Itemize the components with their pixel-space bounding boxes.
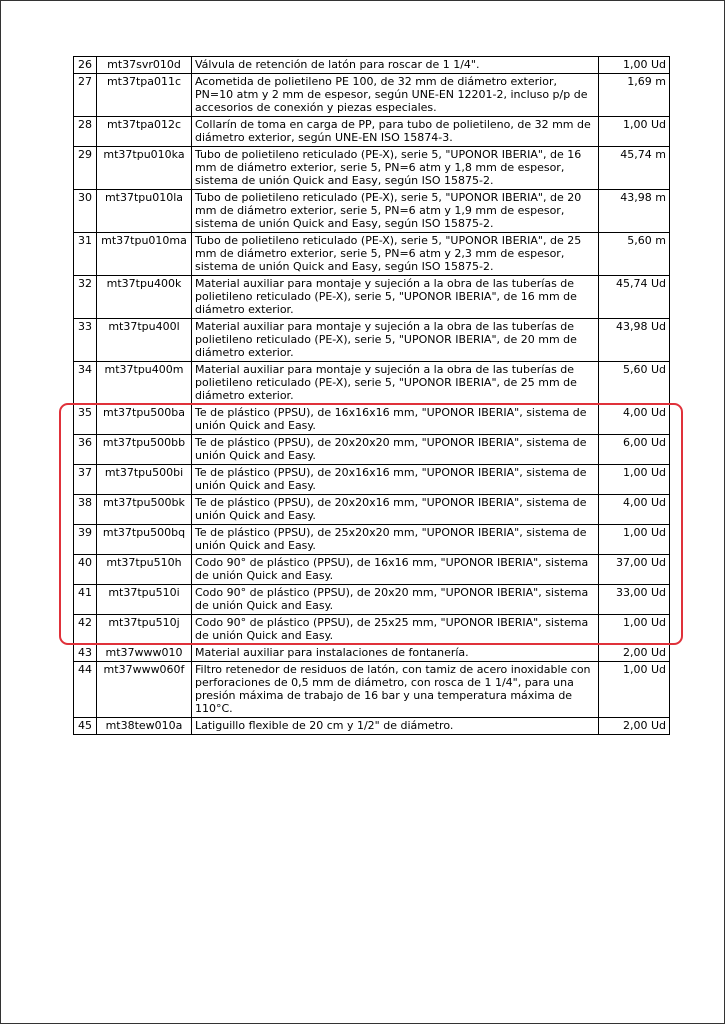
table-row: [74, 276, 670, 319]
row-quantity: 4,00 Ud: [599, 405, 670, 435]
row-number: 37: [74, 465, 97, 495]
table-row: [74, 405, 670, 435]
row-quantity: 5,60 Ud: [599, 362, 670, 405]
row-number: 39: [74, 525, 97, 555]
row-quantity: 43,98 Ud: [599, 319, 670, 362]
row-quantity: 6,00 Ud: [599, 435, 670, 465]
row-description: Te de plástico (PPSU), de 20x16x16 mm, "UPONOR IBERIA", sistema de unión Quick and Easy.: [192, 465, 599, 495]
row-code: mt37tpu400m: [97, 362, 192, 405]
row-number: 41: [74, 585, 97, 615]
row-description: Válvula de retención de latón para roscar de 1 1/4".: [192, 57, 599, 74]
row-number: 38: [74, 495, 97, 525]
row-description: Codo 90° de plástico (PPSU), de 20x20 mm, "UPONOR IBERIA", sistema de unión Quick and Easy.: [192, 585, 599, 615]
row-description: Tubo de polietileno reticulado (PE-X), serie 5, "UPONOR IBERIA", de 20 mm de diámetro exterior, serie 5, PN=6 atm y 1,9 mm de espesor, sistema de unión Quick and Easy, según ISO 15875-2.: [192, 190, 599, 233]
row-quantity: 33,00 Ud: [599, 585, 670, 615]
row-code: mt37tpa012c: [97, 117, 192, 147]
table-row: [74, 465, 670, 495]
row-quantity: 1,00 Ud: [599, 57, 670, 74]
row-code: mt37tpu500bi: [97, 465, 192, 495]
row-code: mt37www010: [97, 645, 192, 662]
row-quantity: 1,00 Ud: [599, 525, 670, 555]
row-number: 35: [74, 405, 97, 435]
row-code: mt37tpa011c: [97, 74, 192, 117]
row-code: mt37tpu500ba: [97, 405, 192, 435]
row-number: 26: [74, 57, 97, 74]
table-row: [74, 362, 670, 405]
row-number: 27: [74, 74, 97, 117]
row-number: 45: [74, 718, 97, 735]
row-description: Acometida de polietileno PE 100, de 32 mm de diámetro exterior, PN=10 atm y 2 mm de espesor, según UNE-EN 12201-2, incluso p/p de accesorios de conexión y piezas especiales.: [192, 74, 599, 117]
row-quantity: 45,74 m: [599, 147, 670, 190]
row-number: 36: [74, 435, 97, 465]
row-quantity: 2,00 Ud: [599, 645, 670, 662]
row-code: mt37tpu500bb: [97, 435, 192, 465]
row-quantity: 1,00 Ud: [599, 615, 670, 645]
row-number: 40: [74, 555, 97, 585]
row-number: 33: [74, 319, 97, 362]
table-row: [74, 645, 670, 662]
row-quantity: 1,00 Ud: [599, 662, 670, 718]
table-row: [74, 435, 670, 465]
row-description: Codo 90° de plástico (PPSU), de 16x16 mm, "UPONOR IBERIA", sistema de unión Quick and Easy.: [192, 555, 599, 585]
row-description: Material auxiliar para montaje y sujeción a la obra de las tuberías de polietileno reticulado (PE-X), serie 5, "UPONOR IBERIA", de 25 mm de diámetro exterior.: [192, 362, 599, 405]
table-row: [74, 233, 670, 276]
row-quantity: 43,98 m: [599, 190, 670, 233]
row-description: Latiguillo flexible de 20 cm y 1/2" de diámetro.: [192, 718, 599, 735]
row-number: 30: [74, 190, 97, 233]
row-number: 32: [74, 276, 97, 319]
row-description: Te de plástico (PPSU), de 20x20x16 mm, "UPONOR IBERIA", sistema de unión Quick and Easy.: [192, 495, 599, 525]
table-row: [74, 585, 670, 615]
row-quantity: 45,74 Ud: [599, 276, 670, 319]
materials-table-body: [74, 57, 670, 735]
row-code: mt37tpu400k: [97, 276, 192, 319]
row-description: Material auxiliar para montaje y sujeción a la obra de las tuberías de polietileno reticulado (PE-X), serie 5, "UPONOR IBERIA", de 16 mm de diámetro exterior.: [192, 276, 599, 319]
row-quantity: 1,00 Ud: [599, 465, 670, 495]
row-description: Tubo de polietileno reticulado (PE-X), serie 5, "UPONOR IBERIA", de 25 mm de diámetro exterior, serie 5, PN=6 atm y 2,3 mm de espesor, sistema de unión Quick and Easy, según ISO 15875-2.: [192, 233, 599, 276]
table-row: [74, 190, 670, 233]
table-row: [74, 615, 670, 645]
row-code: mt38tew010a: [97, 718, 192, 735]
table-row: [74, 555, 670, 585]
row-code: mt37tpu500bk: [97, 495, 192, 525]
row-code: mt37tpu010ka: [97, 147, 192, 190]
table-row: [74, 525, 670, 555]
row-quantity: 37,00 Ud: [599, 555, 670, 585]
row-description: Filtro retenedor de residuos de latón, con tamiz de acero inoxidable con perforaciones de 0,5 mm de diámetro, con rosca de 1 1/4", para una presión máxima de trabajo de 16 bar y una temperatura máxima de 110°C.: [192, 662, 599, 718]
row-number: 42: [74, 615, 97, 645]
table-row: [74, 147, 670, 190]
table-row: [74, 495, 670, 525]
row-number: 34: [74, 362, 97, 405]
row-code: mt37tpu010ma: [97, 233, 192, 276]
row-code: mt37tpu010la: [97, 190, 192, 233]
row-description: Te de plástico (PPSU), de 16x16x16 mm, "UPONOR IBERIA", sistema de unión Quick and Easy.: [192, 405, 599, 435]
row-number: 44: [74, 662, 97, 718]
row-description: Material auxiliar para montaje y sujeción a la obra de las tuberías de polietileno reticulado (PE-X), serie 5, "UPONOR IBERIA", de 20 mm de diámetro exterior.: [192, 319, 599, 362]
row-code: mt37tpu510h: [97, 555, 192, 585]
row-quantity: 1,69 m: [599, 74, 670, 117]
row-code: mt37tpu400l: [97, 319, 192, 362]
row-code: mt37svr010d: [97, 57, 192, 74]
row-code: mt37www060f: [97, 662, 192, 718]
table-row: [74, 718, 670, 735]
table-row: [74, 74, 670, 117]
row-quantity: 2,00 Ud: [599, 718, 670, 735]
row-description: Collarín de toma en carga de PP, para tubo de polietileno, de 32 mm de diámetro exterior, según UNE-EN ISO 15874-3.: [192, 117, 599, 147]
table-row: [74, 319, 670, 362]
row-code: mt37tpu510i: [97, 585, 192, 615]
row-code: mt37tpu510j: [97, 615, 192, 645]
row-quantity: 4,00 Ud: [599, 495, 670, 525]
row-number: 28: [74, 117, 97, 147]
row-description: Codo 90° de plástico (PPSU), de 25x25 mm, "UPONOR IBERIA", sistema de unión Quick and Easy.: [192, 615, 599, 645]
table-row: [74, 57, 670, 74]
row-description: Material auxiliar para instalaciones de fontanería.: [192, 645, 599, 662]
table-row: [74, 662, 670, 718]
row-number: 31: [74, 233, 97, 276]
row-description: Te de plástico (PPSU), de 25x20x20 mm, "UPONOR IBERIA", sistema de unión Quick and Easy.: [192, 525, 599, 555]
table-row: [74, 117, 670, 147]
row-quantity: 1,00 Ud: [599, 117, 670, 147]
row-number: 29: [74, 147, 97, 190]
row-description: Tubo de polietileno reticulado (PE-X), serie 5, "UPONOR IBERIA", de 16 mm de diámetro exterior, serie 5, PN=6 atm y 1,8 mm de espesor, sistema de unión Quick and Easy, según ISO 15875-2.: [192, 147, 599, 190]
row-quantity: 5,60 m: [599, 233, 670, 276]
row-description: Te de plástico (PPSU), de 20x20x20 mm, "UPONOR IBERIA", sistema de unión Quick and Easy.: [192, 435, 599, 465]
materials-table: [73, 56, 670, 735]
row-number: 43: [74, 645, 97, 662]
row-code: mt37tpu500bq: [97, 525, 192, 555]
